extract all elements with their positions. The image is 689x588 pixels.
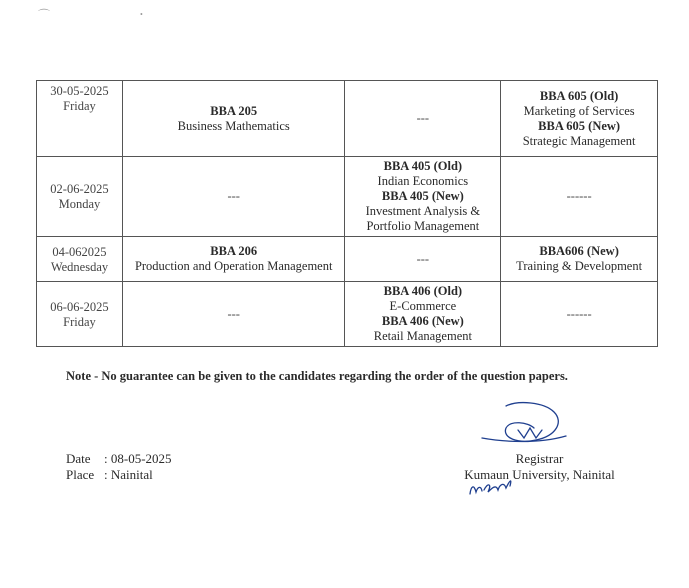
paper-code: BBA606 (New)	[539, 244, 619, 258]
empty-dash: ---	[227, 306, 240, 321]
paper-cell	[122, 157, 345, 237]
paper-cell	[501, 81, 658, 157]
date-cell	[37, 81, 123, 157]
registrar-block	[432, 451, 647, 483]
place-value: : Nainital	[104, 467, 153, 482]
registrar-title: Registrar	[515, 451, 564, 466]
empty-dash: ------	[566, 306, 592, 321]
paper-cell	[345, 81, 501, 157]
paper-code: BBA 205	[210, 103, 258, 118]
exam-date: 04-062025	[52, 244, 107, 259]
exam-date: 30-05-2025	[50, 84, 109, 98]
paper-title: Retail Management	[373, 329, 472, 343]
paper-cell	[345, 157, 501, 237]
paper-code: BBA 405 (Old)	[383, 159, 463, 173]
empty-dash: ------	[566, 189, 592, 203]
exam-day: Monday	[58, 197, 101, 211]
paper-cell	[501, 157, 658, 237]
place-line	[66, 467, 172, 483]
table-row	[37, 157, 658, 237]
paper-title: Production and Operation Management	[134, 259, 333, 273]
paper-title: Investment Analysis &	[365, 204, 481, 218]
table-row	[37, 81, 658, 157]
exam-date: 02-06-2025	[50, 182, 109, 196]
signature-icon	[478, 398, 570, 450]
paper-cell	[122, 282, 345, 347]
paper-code: BBA 406 (New)	[381, 314, 464, 328]
paper-code: BBA 406 (Old)	[383, 284, 463, 298]
exam-day: Wednesday	[50, 259, 109, 274]
place-label: Place	[66, 467, 95, 482]
empty-dash: ---	[227, 189, 240, 203]
paper-cell	[501, 237, 658, 282]
paper-title: Strategic Management	[522, 133, 636, 148]
note-text: Note - No guarantee can be given to the candidates regarding the order of the question papers.	[66, 369, 568, 383]
date-place-block	[66, 451, 172, 483]
exam-schedule-table	[36, 80, 658, 347]
table-row	[37, 237, 658, 282]
paper-code: BBA 605 (New)	[538, 118, 621, 133]
registrar-org: Kumaun University, Nainital	[464, 467, 615, 482]
exam-day: Friday	[63, 99, 96, 113]
date-line	[66, 451, 172, 467]
date-label: Date	[66, 451, 91, 466]
table-row	[37, 282, 658, 347]
empty-dash: ---	[416, 251, 430, 266]
paper-cell	[345, 237, 501, 282]
paper-cell	[122, 81, 345, 157]
paper-code: BBA 405 (New)	[381, 189, 464, 203]
date-cell	[37, 157, 123, 237]
paper-title: E-Commerce	[389, 299, 457, 313]
paper-title-cont: Portfolio Management	[366, 219, 480, 233]
paper-code: BBA 206	[210, 244, 258, 258]
scan-dot: •	[140, 10, 143, 19]
paper-cell	[501, 282, 658, 347]
paper-cell	[345, 282, 501, 347]
paper-title: Indian Economics	[377, 174, 469, 188]
empty-dash: ---	[416, 111, 430, 125]
exam-day: Friday	[63, 314, 96, 329]
scan-smudge: ⌒	[38, 8, 51, 22]
date-value: : 08-05-2025	[104, 451, 172, 466]
paper-code: BBA 605 (Old)	[539, 88, 619, 103]
paper-cell	[122, 237, 345, 282]
date-cell	[37, 282, 123, 347]
exam-date: 06-06-2025	[50, 299, 109, 314]
paper-title: Business Mathematics	[177, 118, 290, 133]
paper-title: Marketing of Services	[523, 103, 635, 118]
date-cell	[37, 237, 123, 282]
paper-title: Training & Development	[516, 259, 643, 273]
